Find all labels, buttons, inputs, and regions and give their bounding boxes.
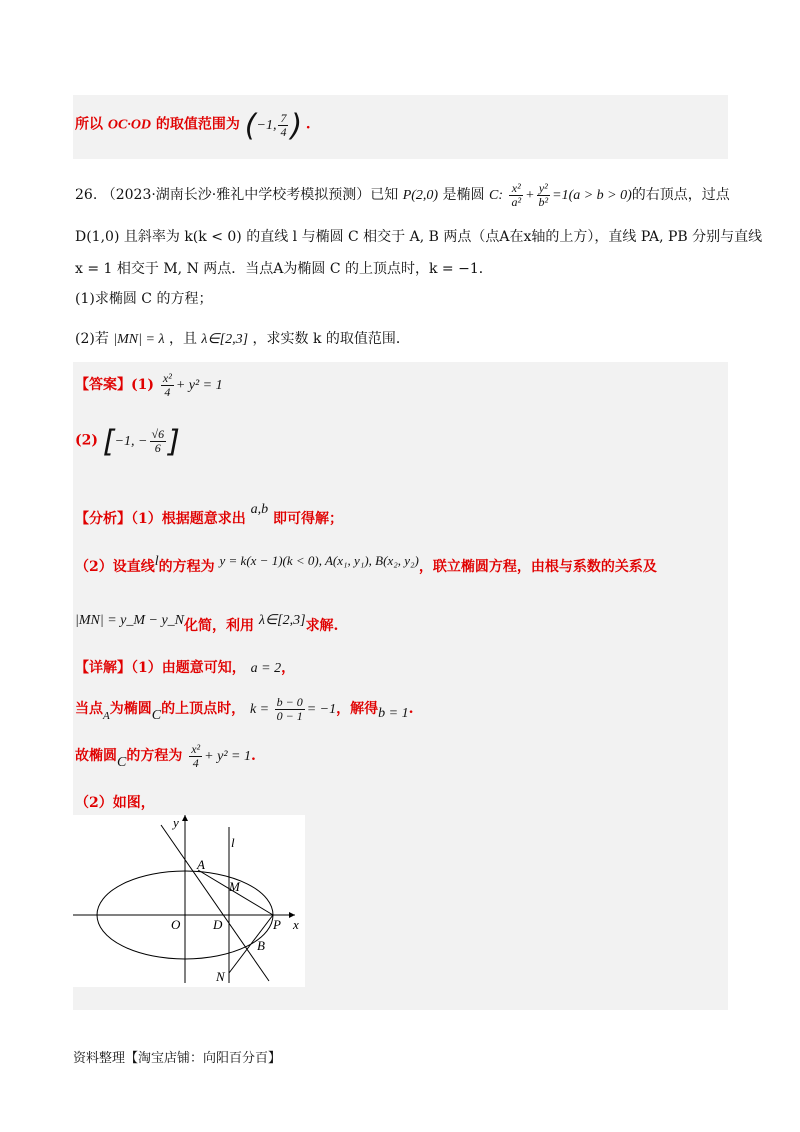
point-a-label: A	[103, 709, 110, 722]
ellipse-label: C:	[489, 187, 503, 203]
q2-text: ，求实数 k 的取值范围．	[252, 331, 410, 347]
answer-2-num: √6	[151, 426, 165, 441]
detail-text: .	[408, 700, 414, 717]
analysis-text: 化简，利用	[184, 618, 255, 634]
ellipse-c-label: C	[117, 754, 127, 770]
detail-1	[75, 657, 295, 677]
detail-text: 为椭圆	[109, 700, 152, 717]
figure-background	[73, 815, 305, 987]
vector-product: OC·OD	[107, 117, 152, 133]
analysis-1	[75, 502, 343, 528]
detail-text: 的上顶点时，	[161, 700, 246, 717]
detail-text: ，解得	[336, 700, 379, 717]
problem-text: 已知	[370, 186, 399, 203]
detail-4: （2）如图，	[75, 795, 155, 811]
answer-1: 【答案】(1) $\frac{\text{x²}}{4}$ + y² = 1	[75, 371, 223, 400]
analysis-text: （2）设直线	[75, 559, 155, 575]
problem-line-1: 26. （2023·湖南长沙·雅礼中学校考模拟预测）已知 P(2,0) 是椭圆 C: $\frac{\text{x²}}{\text{a²}}$ + $\frac{\text{y²}}{\text{b²}}$ =1(a > b > 0)的右顶点，过点	[75, 181, 730, 210]
slope-den: 0 − 1	[276, 709, 303, 724]
detail-text: ，	[281, 660, 296, 676]
analysis-vars: a,b	[250, 502, 269, 517]
conclusion-end: .	[305, 116, 311, 133]
detail-text: 当点	[75, 700, 103, 717]
interval-den: 4	[280, 125, 287, 139]
detail-eq: a = 2	[250, 661, 282, 676]
q2-text: (2)若	[75, 331, 109, 347]
analysis-text: 即可得解；	[273, 511, 343, 527]
conclusion-interval: (−1, $\frac{7}{4}$ )	[244, 108, 303, 143]
ellipse-condition: =1(a > b > 0)	[552, 187, 632, 203]
question-2	[75, 328, 410, 348]
detail-2: 当点$_A$为椭圆C的上顶点时， k = $\frac{b - 0}{0 - 1}$ = −1，解得b = 1.	[75, 695, 414, 724]
footer: 资料整理【淘宝店铺：向阳百分百】	[73, 1051, 282, 1066]
l-label: l	[231, 835, 235, 850]
detail-text: 的方程为	[126, 747, 183, 764]
o-label: O	[171, 917, 181, 932]
slope-num: b − 0	[276, 695, 303, 709]
conclusion-prefix: 所以	[75, 116, 103, 133]
q2-range: λ∈[2,3]	[201, 332, 249, 347]
n-label: N	[216, 969, 225, 984]
problem-text: 是椭圆	[442, 186, 485, 203]
top-conclusion	[75, 108, 311, 143]
analysis-2	[75, 553, 657, 576]
m-label: M	[229, 879, 240, 894]
detail-3: 故椭圆C的方程为 $\frac{\text{x²}}{4}$ + y² = 1.	[75, 742, 256, 771]
interval-lower: −1,	[256, 117, 277, 133]
point-p: P(2,0)	[402, 187, 439, 203]
y-label: y	[173, 815, 179, 830]
problem-number: 26.	[75, 186, 98, 203]
answer-part-2: (2)	[75, 432, 98, 449]
analysis-text: 求解.	[305, 618, 339, 634]
p-label: P	[273, 917, 281, 932]
lambda-range: λ∈[2,3]	[258, 613, 306, 628]
question-1: (1)求椭圆 C 的方程；	[75, 291, 213, 307]
answer-1-expr: + y² = 1	[175, 377, 223, 393]
analysis-label: 【分析】	[75, 511, 131, 527]
answer-part-1: (1)	[131, 376, 154, 393]
ellipse-eq: + y² = 1	[204, 748, 251, 764]
ellipse-c-label: C	[151, 707, 162, 723]
a-label: A	[197, 857, 205, 872]
conclusion-middle: 的取值范围为	[155, 116, 240, 133]
mn-expr: |MN| = y_M − y_N	[75, 613, 185, 628]
problem-text: 的右顶点，过点	[631, 186, 730, 203]
analysis-text: 的方程为	[158, 559, 215, 575]
detail-text: .	[250, 747, 256, 764]
slope-result: = −1	[306, 701, 337, 717]
ellipse-figure	[73, 815, 305, 987]
b-label: B	[257, 938, 265, 953]
analysis-text: ，联立椭圆方程，由根与系数的关系及	[418, 559, 657, 575]
x-label: x	[293, 917, 299, 932]
detail-label: 【详解】	[75, 660, 131, 676]
b-value: b = 1	[378, 705, 409, 721]
problem-line-3: x = 1 相交于 M, N 两点．当点A为椭圆 C 的上顶点时，k = −1．	[75, 261, 493, 277]
problem-line-2: D(1,0) 且斜率为 k(k < 0) 的直线 l 与椭圆 C 相交于 A, B 两点（点A在x轴的上方），直线 PA, PB 分别与直线	[75, 229, 763, 245]
line-l-label: l	[154, 554, 159, 569]
answer-label: 【答案】	[75, 376, 131, 393]
interval-num: 7	[280, 110, 287, 125]
problem-source: （2023·湖南长沙·雅礼中学校考模拟预测）	[101, 186, 371, 203]
analysis-3	[75, 612, 338, 635]
detail-text: 故椭圆	[75, 747, 117, 764]
analysis-text: （1）根据题意求出	[131, 511, 246, 527]
d-label: D	[213, 917, 223, 932]
answer-2: (2) [−1, − $\frac{√6}{6}$ ]	[75, 424, 180, 459]
q2-expr: |MN| = λ	[113, 332, 165, 347]
detail-text: （1）由题意可知，	[131, 660, 246, 676]
q2-text: ，且	[168, 331, 197, 347]
answer-2-den: 6	[150, 441, 167, 455]
line-equation: y = k(x − 1)(k < 0), A(x₁, y₁), B(x₂, y₂)	[219, 553, 419, 568]
